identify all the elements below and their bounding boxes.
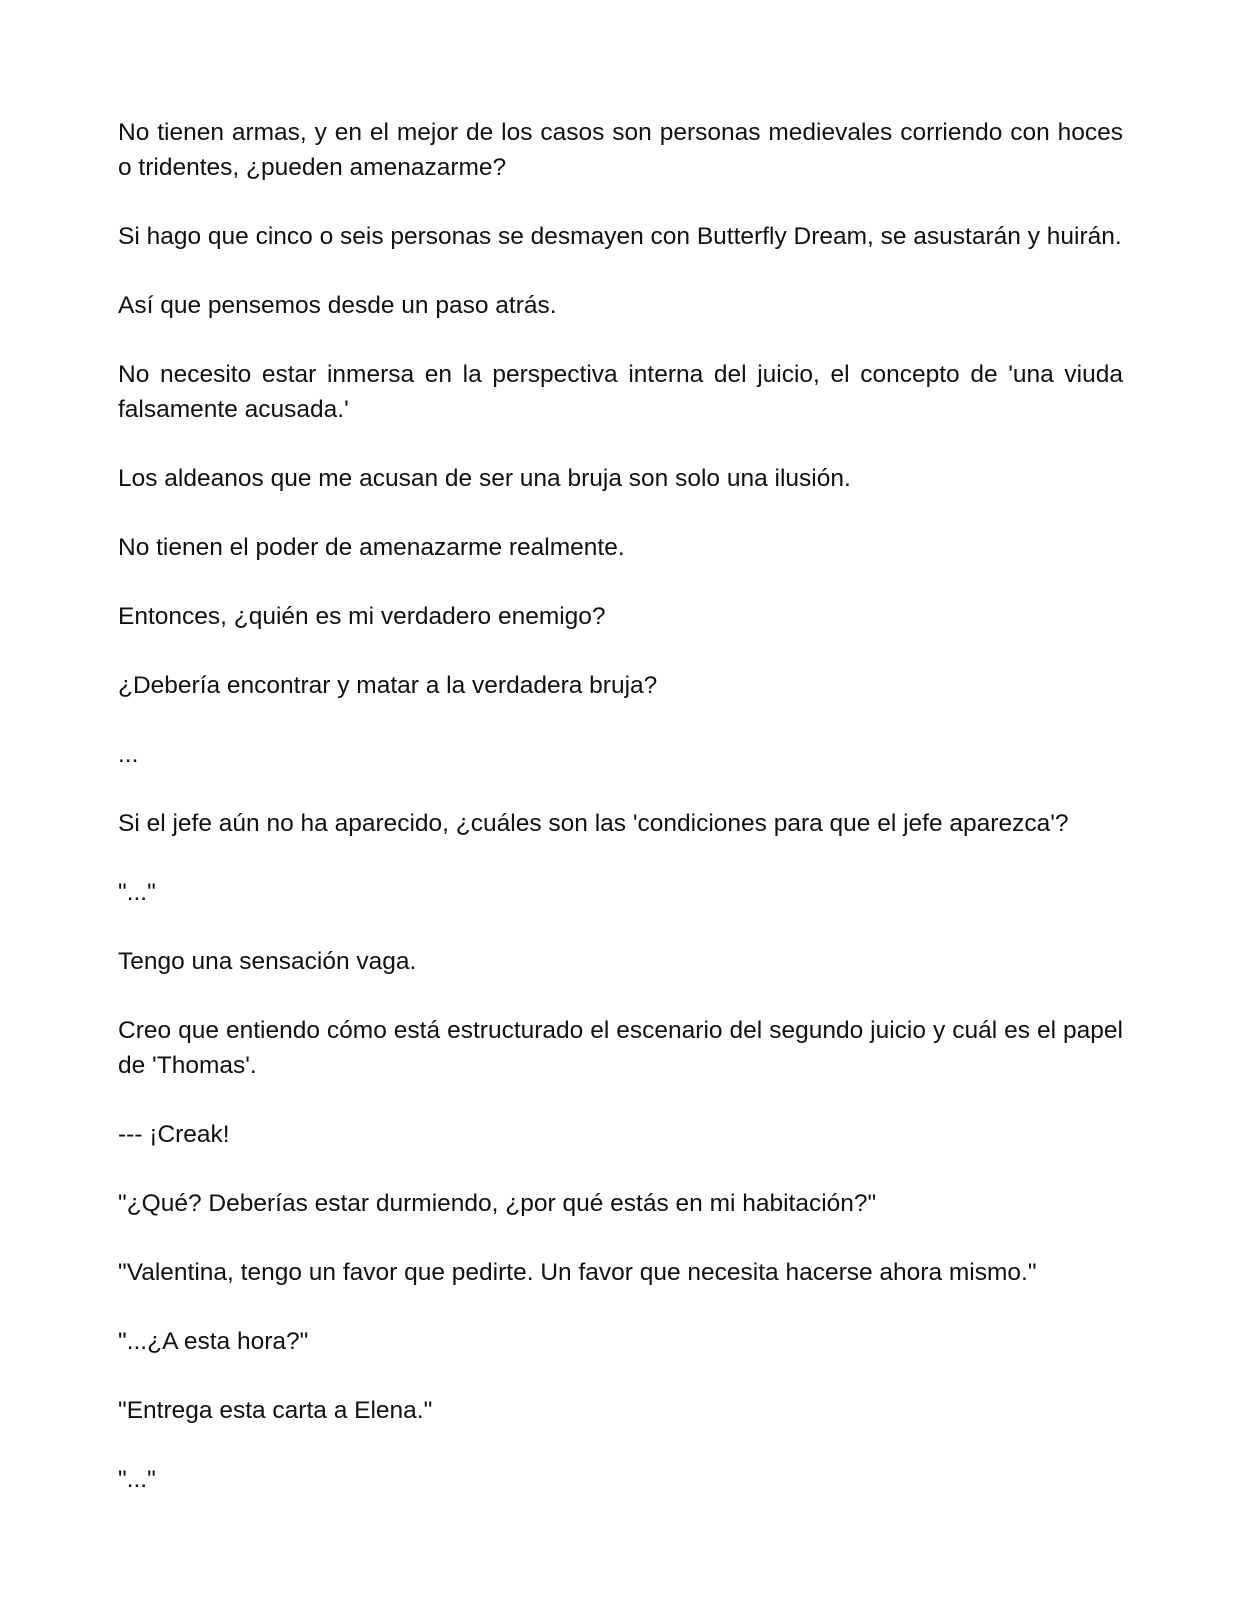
paragraph: "..."	[118, 1466, 156, 1493]
paragraph: No tienen el poder de amenazarme realmente.	[118, 534, 625, 561]
paragraph: "Valentina, tengo un favor que pedirte. Un favor que necesita hacerse ahora mismo."	[118, 1259, 1037, 1286]
document-body	[118, 115, 1123, 1531]
paragraph: "¿Qué? Deberías estar durmiendo, ¿por qué estás en mi habitación?"	[118, 1190, 877, 1217]
paragraph: No tienen armas, y en el mejor de los casos son personas medievales corriendo con hoces o tridentes, ¿pueden amenazarme?	[118, 119, 1123, 181]
paragraph: Tengo una sensación vaga.	[118, 948, 417, 975]
paragraph: "...¿A esta hora?"	[118, 1328, 309, 1355]
paragraph: ...	[118, 741, 139, 768]
paragraph: ¿Debería encontrar y matar a la verdadera bruja?	[118, 672, 658, 699]
paragraph: Si hago que cinco o seis personas se desmayen con Butterfly Dream, se asustarán y huirán.	[118, 223, 1122, 250]
paragraph: Entonces, ¿quién es mi verdadero enemigo?	[118, 603, 606, 630]
paragraph: No necesito estar inmersa en la perspectiva interna del juicio, el concepto de 'una viuda falsamente acusada.'	[118, 361, 1123, 423]
paragraph: --- ¡Creak!	[118, 1121, 230, 1148]
paragraph: Si el jefe aún no ha aparecido, ¿cuáles son las 'condiciones para que el jefe aparezca'?	[118, 810, 1069, 837]
paragraph: "Entrega esta carta a Elena."	[118, 1397, 433, 1424]
paragraph: Los aldeanos que me acusan de ser una bruja son solo una ilusión.	[118, 465, 851, 492]
paragraph: Así que pensemos desde un paso atrás.	[118, 292, 557, 319]
paragraph: "..."	[118, 879, 156, 906]
paragraph: Creo que entiendo cómo está estructurado el escenario del segundo juicio y cuál es el papel de 'Thomas'.	[118, 1017, 1123, 1079]
